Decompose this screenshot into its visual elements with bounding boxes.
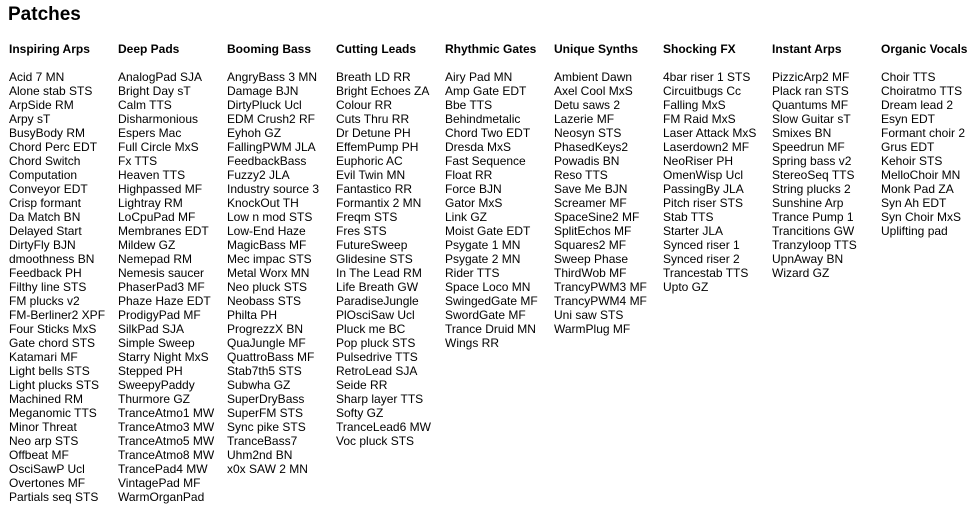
patch-list (118, 70, 227, 504)
patch-item[interactable]: Laserdown2 MF (663, 140, 750, 154)
patch-item[interactable]: Quantums MF (772, 98, 849, 112)
patch-item[interactable]: Phaze Haze EDT (118, 294, 211, 308)
patch-item[interactable]: Mildew GZ (118, 238, 176, 252)
patch-item[interactable]: Feedback PH (9, 266, 82, 280)
patch-item[interactable]: Trance Pump 1 (772, 210, 854, 224)
patch-item[interactable]: FeedbackBass (227, 154, 307, 168)
patch-item[interactable]: Light bells STS (9, 364, 90, 378)
patch-item[interactable]: Tranzyloop TTS (772, 238, 857, 252)
patch-item[interactable]: Neo arp STS (9, 434, 79, 448)
patch-item[interactable]: Grus EDT (881, 140, 935, 154)
patch-item[interactable]: Upto GZ (663, 280, 709, 294)
patch-item[interactable]: Stepped PH (118, 364, 183, 378)
patch-list (663, 70, 772, 294)
patch-item[interactable]: Choiratmo TTS (881, 84, 963, 98)
patch-item[interactable]: Monk Pad ZA (881, 182, 954, 196)
patch-item[interactable]: Gator MxS (445, 196, 503, 210)
patch-list (772, 70, 881, 280)
patch-item[interactable]: Voc pluck STS (336, 434, 415, 448)
patch-item[interactable]: Choir TTS (881, 70, 936, 84)
patch-item[interactable]: PassingBy JLA (663, 182, 744, 196)
patch-item[interactable]: Formant choir 2 (881, 126, 966, 140)
patch-item[interactable]: Disharmonious (118, 112, 199, 126)
patch-item[interactable]: Calm TTS (118, 98, 172, 112)
patch-item[interactable]: Falling MxS (663, 98, 726, 112)
patch-item[interactable]: TrancePad4 MW (118, 462, 208, 476)
patch-item[interactable]: Gate chord STS (9, 336, 96, 350)
patch-item[interactable]: Powadis BN (554, 154, 620, 168)
patch-item[interactable]: x0x SAW 2 MN (227, 462, 308, 476)
patch-item[interactable]: Bright Day sT (118, 84, 191, 98)
patch-list (9, 70, 118, 504)
patch-item[interactable]: Bbe TTS (445, 98, 493, 112)
patch-item[interactable]: Trancestab TTS (663, 266, 749, 280)
patch-item[interactable]: RetroLead SJA (336, 364, 418, 378)
patch-item[interactable]: Syn Choir MxS (881, 210, 962, 224)
patch-item[interactable]: Chord Switch (9, 154, 81, 168)
patch-item[interactable]: Float RR (445, 168, 493, 182)
patch-item[interactable]: Freqm STS (336, 210, 398, 224)
patch-item[interactable]: Link GZ (445, 210, 488, 224)
patch-item[interactable]: Spring bass v2 (772, 154, 852, 168)
patch-item[interactable]: PhaserPad3 MF (118, 280, 205, 294)
patch-item[interactable]: Circuitbugs Cc (663, 84, 742, 98)
patch-item[interactable]: Low-End Haze (227, 224, 306, 238)
patch-item[interactable]: Simple Sweep (118, 336, 195, 350)
patch-item[interactable]: Laser Attack MxS (663, 126, 757, 140)
patch-item[interactable]: Full Circle MxS (118, 140, 199, 154)
category-heading: Booming Bass (227, 42, 312, 56)
patch-item[interactable]: Eyhoh GZ (227, 126, 282, 140)
patch-list (227, 70, 336, 476)
patch-item[interactable]: SwordGate MF (445, 308, 526, 322)
patch-category-column (336, 41, 445, 504)
patch-item[interactable]: ThirdWob MF (554, 266, 627, 280)
category-heading: Shocking FX (663, 42, 736, 56)
patch-list (336, 70, 445, 448)
patch-item[interactable]: Heaven TTS (118, 168, 186, 182)
patch-item[interactable]: ProgrezzX BN (227, 322, 304, 336)
patch-list (881, 70, 977, 238)
page-title: Patches (8, 4, 81, 25)
patch-item[interactable]: Cuts Thru RR (336, 112, 410, 126)
patch-item[interactable]: MelloChoir MN (881, 168, 961, 182)
patch-item[interactable]: Starter JLA (663, 224, 724, 238)
patch-category-column (227, 41, 336, 504)
patch-item[interactable]: TranceAtmo5 MW (118, 434, 215, 448)
patch-item[interactable]: Airy Pad MN (445, 70, 513, 84)
patch-category-column (118, 41, 227, 504)
patch-item[interactable]: AngryBass 3 MN (227, 70, 318, 84)
patch-item[interactable]: Softy GZ (336, 406, 384, 420)
patch-item[interactable]: KnockOut TH (227, 196, 299, 210)
patch-item[interactable]: Katamari MF (9, 350, 78, 364)
patch-item[interactable]: Euphoric AC (336, 154, 403, 168)
patch-item[interactable]: MagicBass MF (227, 238, 307, 252)
patch-item[interactable]: String plucks 2 (772, 182, 851, 196)
patch-item[interactable]: Pulsedrive TTS (336, 350, 418, 364)
patch-item[interactable]: Moist Gate EDT (445, 224, 531, 238)
patch-item[interactable]: ArpSide RM (9, 98, 74, 112)
patch-item[interactable]: Overtones MF (9, 476, 86, 490)
patch-item[interactable]: Minor Threat (9, 420, 77, 434)
patch-item[interactable]: TranceLead6 MW (336, 420, 431, 434)
patch-category-column (881, 41, 977, 504)
patch-item[interactable]: Seide RR (336, 378, 388, 392)
category-heading: Rhythmic Gates (445, 42, 537, 56)
patch-item[interactable]: Psygate 2 MN (445, 252, 521, 266)
patch-item[interactable]: Synced riser 1 (663, 238, 740, 252)
category-heading: Cutting Leads (336, 42, 416, 56)
patch-item[interactable]: Life Breath GW (336, 280, 419, 294)
patch-category-column (9, 41, 118, 504)
patch-item[interactable]: Smixes BN (772, 126, 832, 140)
patch-item[interactable]: Machined RM (9, 392, 84, 406)
patch-item[interactable]: Stab TTS (663, 210, 714, 224)
patch-item[interactable]: Conveyor EDT (9, 182, 88, 196)
patch-item[interactable]: LoCpuPad MF (118, 210, 196, 224)
patch-item[interactable]: Behindmetalic (445, 112, 521, 126)
category-heading: Organic Vocals (881, 42, 968, 56)
patch-item[interactable]: Screamer MF (554, 196, 627, 210)
patch-item[interactable]: Meganomic TTS (9, 406, 97, 420)
patch-category-column (772, 41, 881, 504)
patch-item[interactable]: TranceAtmo1 MW (118, 406, 215, 420)
patch-item[interactable]: ProdigyPad MF (118, 308, 201, 322)
category-heading: Unique Synths (554, 42, 639, 56)
patch-item[interactable]: EDM Crush2 RF (227, 112, 316, 126)
patch-item[interactable]: Sharp layer TTS (336, 392, 424, 406)
patch-item[interactable]: Sunshine Arp (772, 196, 844, 210)
patch-item[interactable]: Esyn EDT (881, 112, 936, 126)
patch-item[interactable]: Wizard GZ (772, 266, 830, 280)
patch-item[interactable]: Bright Echoes ZA (336, 84, 430, 98)
patch-item[interactable]: TrancyPWM3 MF (554, 280, 647, 294)
patch-item[interactable]: TrancyPWM4 MF (554, 294, 647, 308)
patch-item[interactable]: FallingPWM JLA (227, 140, 316, 154)
patch-item[interactable]: Computation (9, 168, 78, 182)
patch-item[interactable]: Sweep Phase (554, 252, 629, 266)
patch-item[interactable]: OsciSawP Ucl (9, 462, 85, 476)
patch-item[interactable]: SilkPad SJA (118, 322, 185, 336)
patch-item[interactable]: Chord Two EDT (445, 126, 531, 140)
patch-item[interactable]: Detu saws 2 (554, 98, 621, 112)
patch-item[interactable]: WarmPlug MF (554, 322, 631, 336)
patch-item[interactable]: WarmOrganPad (118, 490, 205, 504)
patch-item[interactable]: OmenWisp Ucl (663, 168, 744, 182)
patch-item[interactable]: Pluck me BC (336, 322, 406, 336)
patch-item[interactable]: Psygate 1 MN (445, 238, 521, 252)
patch-item[interactable]: SweepyPaddy (118, 378, 195, 392)
patch-item[interactable]: StereoSeq TTS (772, 168, 855, 182)
patch-item[interactable]: Evil Twin MN (336, 168, 406, 182)
patch-item[interactable]: Damage BJN (227, 84, 299, 98)
patch-category-column (663, 41, 772, 504)
patch-item[interactable]: Light plucks STS (9, 378, 100, 392)
patch-item[interactable]: QuaJungle MF (227, 336, 306, 350)
patch-item[interactable]: Synced riser 2 (663, 252, 740, 266)
patch-item[interactable]: Starry Night MxS (118, 350, 209, 364)
patch-item[interactable]: Subwha GZ (227, 378, 291, 392)
patch-item[interactable]: Offbeat MF (9, 448, 69, 462)
patch-item[interactable]: Filthy line STS (9, 280, 87, 294)
patch-item[interactable]: FM Raid MxS (663, 112, 736, 126)
patch-item[interactable]: DirtyPluck Ucl (227, 98, 302, 112)
patch-category-column (445, 41, 554, 504)
category-heading: Instant Arps (772, 42, 842, 56)
patch-item[interactable]: Neosyn STS (554, 126, 622, 140)
patch-item[interactable]: Slow Guitar sT (772, 112, 851, 126)
patch-item[interactable]: Espers Mac (118, 126, 182, 140)
patch-item[interactable]: SpaceSine2 MF (554, 210, 640, 224)
category-heading: Inspiring Arps (9, 42, 90, 56)
patch-item[interactable]: Sync pike STS (227, 420, 306, 434)
patch-item[interactable]: Alone stab STS (9, 84, 93, 98)
patch-item[interactable]: Lightray RM (118, 196, 183, 210)
patch-item[interactable]: SwingedGate MF (445, 294, 538, 308)
patch-item[interactable]: Colour RR (336, 98, 393, 112)
patch-item[interactable]: Plack ran STS (772, 84, 849, 98)
patch-item[interactable]: ParadiseJungle (336, 294, 419, 308)
patch-item[interactable]: Dresda MxS (445, 140, 512, 154)
patch-item[interactable]: Trancitions GW (772, 224, 855, 238)
patch-item[interactable]: SuperDryBass (227, 392, 305, 406)
patch-item[interactable]: Neobass STS (227, 294, 302, 308)
patch-item[interactable]: Ambient Dawn (554, 70, 633, 84)
patch-item[interactable]: Rider TTS (445, 266, 500, 280)
patch-item[interactable]: SuperFM STS (227, 406, 304, 420)
patch-item[interactable]: Squares2 MF (554, 238, 627, 252)
patch-item[interactable]: Four Sticks MxS (9, 322, 97, 336)
patch-item[interactable]: FM plucks v2 (9, 294, 80, 308)
patch-item[interactable]: TranceBass7 (227, 434, 298, 448)
patch-item[interactable]: DirtyFly BJN (9, 238, 76, 252)
patch-item[interactable]: Formantix 2 MN (336, 196, 422, 210)
patch-item[interactable]: Fast Sequence (445, 154, 526, 168)
patch-item[interactable]: FM-Berliner2 XPF (9, 308, 106, 322)
patch-item[interactable]: Kehoir STS (881, 154, 943, 168)
patch-item[interactable]: Uhm2nd BN (227, 448, 293, 462)
patch-item[interactable]: Mec impac STS (227, 252, 312, 266)
patch-item[interactable]: Thurmore GZ (118, 392, 191, 406)
patch-item[interactable]: Crisp formant (9, 196, 82, 210)
patch-item[interactable]: Amp Gate EDT (445, 84, 527, 98)
patch-item[interactable]: Reso TTS (554, 168, 608, 182)
patch-item[interactable]: Dr Detune PH (336, 126, 411, 140)
patch-item[interactable]: Dream lead 2 (881, 98, 954, 112)
patch-item[interactable]: Uplifting pad (881, 224, 948, 238)
patch-item[interactable]: Acid 7 MN (9, 70, 65, 84)
patch-item[interactable]: Metal Worx MN (227, 266, 310, 280)
patch-item[interactable]: UpnAway BN (772, 252, 844, 266)
patch-item[interactable]: SplitEchos MF (554, 224, 632, 238)
patch-item[interactable]: Wings RR (445, 336, 500, 350)
patch-item[interactable]: Trance Druid MN (445, 322, 536, 336)
patch-item[interactable]: Highpassed MF (118, 182, 203, 196)
patch-item[interactable]: Fres STS (336, 224, 387, 238)
patch-item[interactable]: Speedrun MF (772, 140, 845, 154)
patch-item[interactable]: Space Loco MN (445, 280, 531, 294)
patch-category-column (554, 41, 663, 504)
patch-item[interactable]: Axel Cool MxS (554, 84, 633, 98)
patch-item[interactable]: Nemepad RM (118, 252, 193, 266)
patch-item[interactable]: EffemPump PH (336, 140, 419, 154)
patch-item[interactable]: Arpy sT (9, 112, 51, 126)
patch-item[interactable]: In The Lead RM (336, 266, 422, 280)
patch-item[interactable]: PhasedKeys2 (554, 140, 629, 154)
patch-list (554, 70, 663, 336)
patch-item[interactable]: Breath LD RR (336, 70, 411, 84)
patch-item[interactable]: PizzicArp2 MF (772, 70, 850, 84)
patch-item[interactable]: Lazerie MF (554, 112, 615, 126)
patch-categories (9, 41, 977, 504)
patch-item[interactable]: dmoothness BN (9, 252, 95, 266)
patch-item[interactable]: VintagePad MF (118, 476, 201, 490)
patch-item[interactable]: Force BJN (445, 182, 502, 196)
category-heading: Deep Pads (118, 42, 180, 56)
patch-item[interactable]: Pitch riser STS (663, 196, 744, 210)
patch-item[interactable]: BusyBody RM (9, 126, 86, 140)
patch-item[interactable]: NeoRiser PH (663, 154, 734, 168)
patch-item[interactable]: Partials seq STS (9, 490, 99, 504)
patch-item[interactable]: Pop pluck STS (336, 336, 416, 350)
patch-item[interactable]: Philta PH (227, 308, 278, 322)
patch-item[interactable]: PlOsciSaw Ucl (336, 308, 415, 322)
patch-item[interactable]: Nemesis saucer (118, 266, 205, 280)
patch-item[interactable]: Save Me BJN (554, 182, 628, 196)
patch-item[interactable]: Syn Ah EDT (881, 196, 947, 210)
patch-item[interactable]: 4bar riser 1 STS (663, 70, 751, 84)
patch-item[interactable]: Stab7th5 STS (227, 364, 302, 378)
patch-item[interactable]: TranceAtmo8 MW (118, 448, 215, 462)
patch-item[interactable]: QuattroBass MF (227, 350, 315, 364)
patch-item[interactable]: Membranes EDT (118, 224, 209, 238)
patch-item[interactable]: Fantastico RR (336, 182, 413, 196)
patch-item[interactable]: Low n mod STS (227, 210, 313, 224)
patch-item[interactable]: Da Match BN (9, 210, 81, 224)
patch-item[interactable]: Delayed Start (9, 224, 82, 238)
patch-item[interactable]: Uni saw STS (554, 308, 624, 322)
patch-item[interactable]: Fuzzy2 JLA (227, 168, 290, 182)
patch-item[interactable]: Fx TTS (118, 154, 158, 168)
patch-item[interactable]: Industry source 3 (227, 182, 320, 196)
patch-item[interactable]: FutureSweep (336, 238, 408, 252)
patch-list (445, 70, 554, 350)
patch-item[interactable]: Chord Perc EDT (9, 140, 98, 154)
patch-item[interactable]: TranceAtmo3 MW (118, 420, 215, 434)
patch-item[interactable]: Neo pluck STS (227, 280, 308, 294)
patch-item[interactable]: AnalogPad SJA (118, 70, 203, 84)
patch-item[interactable]: Glidesine STS (336, 252, 413, 266)
